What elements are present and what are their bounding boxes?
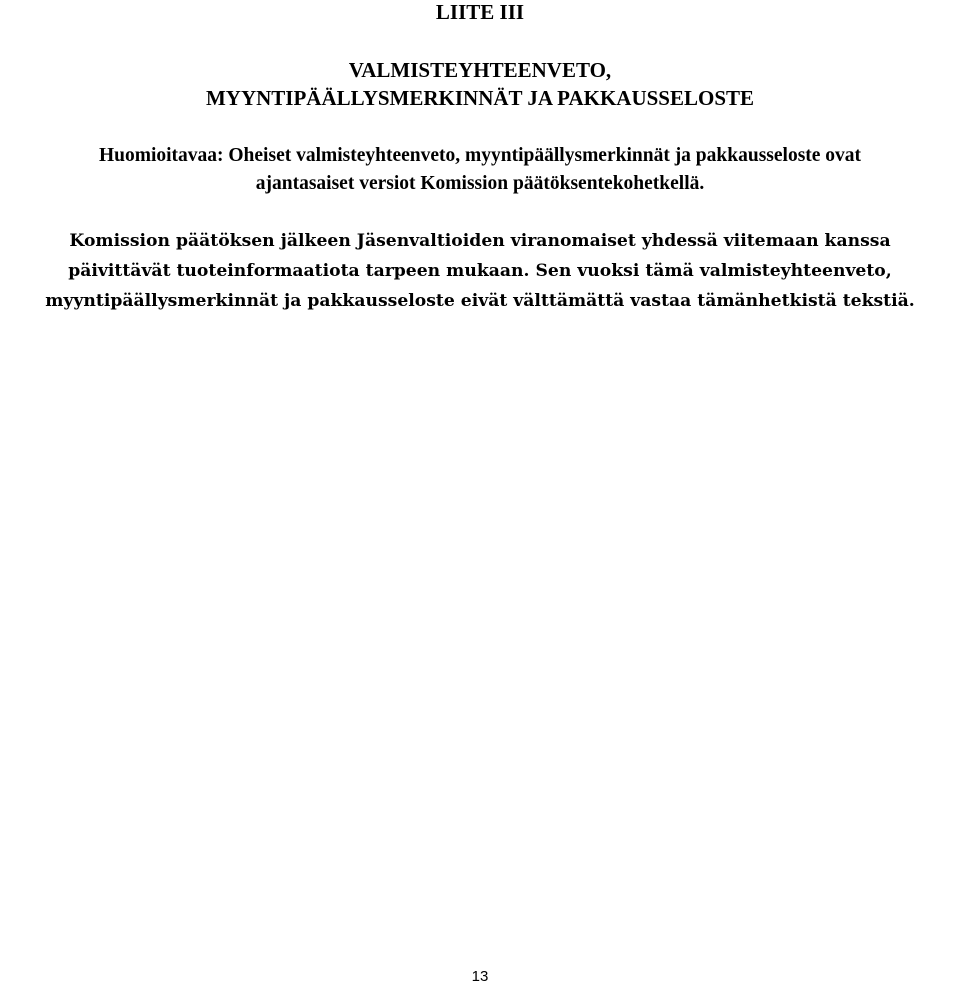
note-line: Huomioitavaa: Oheiset valmisteyhteenveto, myyntipäällysmerkinnät ja pakkausseloste ovat [98, 145, 862, 166]
notice-line: myyntipäällysmerkinnät ja pakkausseloste eivät välttämättä vastaa tämänhetkistä tekstiä. [45, 291, 915, 311]
page-number: 13 [471, 968, 489, 985]
note-paragraph [0, 142, 960, 198]
heading-line: VALMISTEYHTEENVETO, [348, 58, 612, 82]
heading-line: MYYNTIPÄÄLLYSMERKINNÄT JA PAKKAUSSELOSTE [205, 86, 755, 110]
notice-line: Komission päätöksen jälkeen Jäsenvaltioiden viranomaiset yhdessä viitemaan kanssa [69, 231, 891, 251]
document-heading [0, 56, 960, 112]
note-line: ajantasaiset versiot Komission päätöksentekohetkellä. [255, 173, 705, 194]
annex-title: LIITE III [435, 0, 525, 24]
notice-paragraph [0, 226, 960, 316]
notice-line: päivittävät tuoteinformaatiota tarpeen mukaan. Sen vuoksi tämä valmisteyhteenveto, [68, 261, 892, 281]
